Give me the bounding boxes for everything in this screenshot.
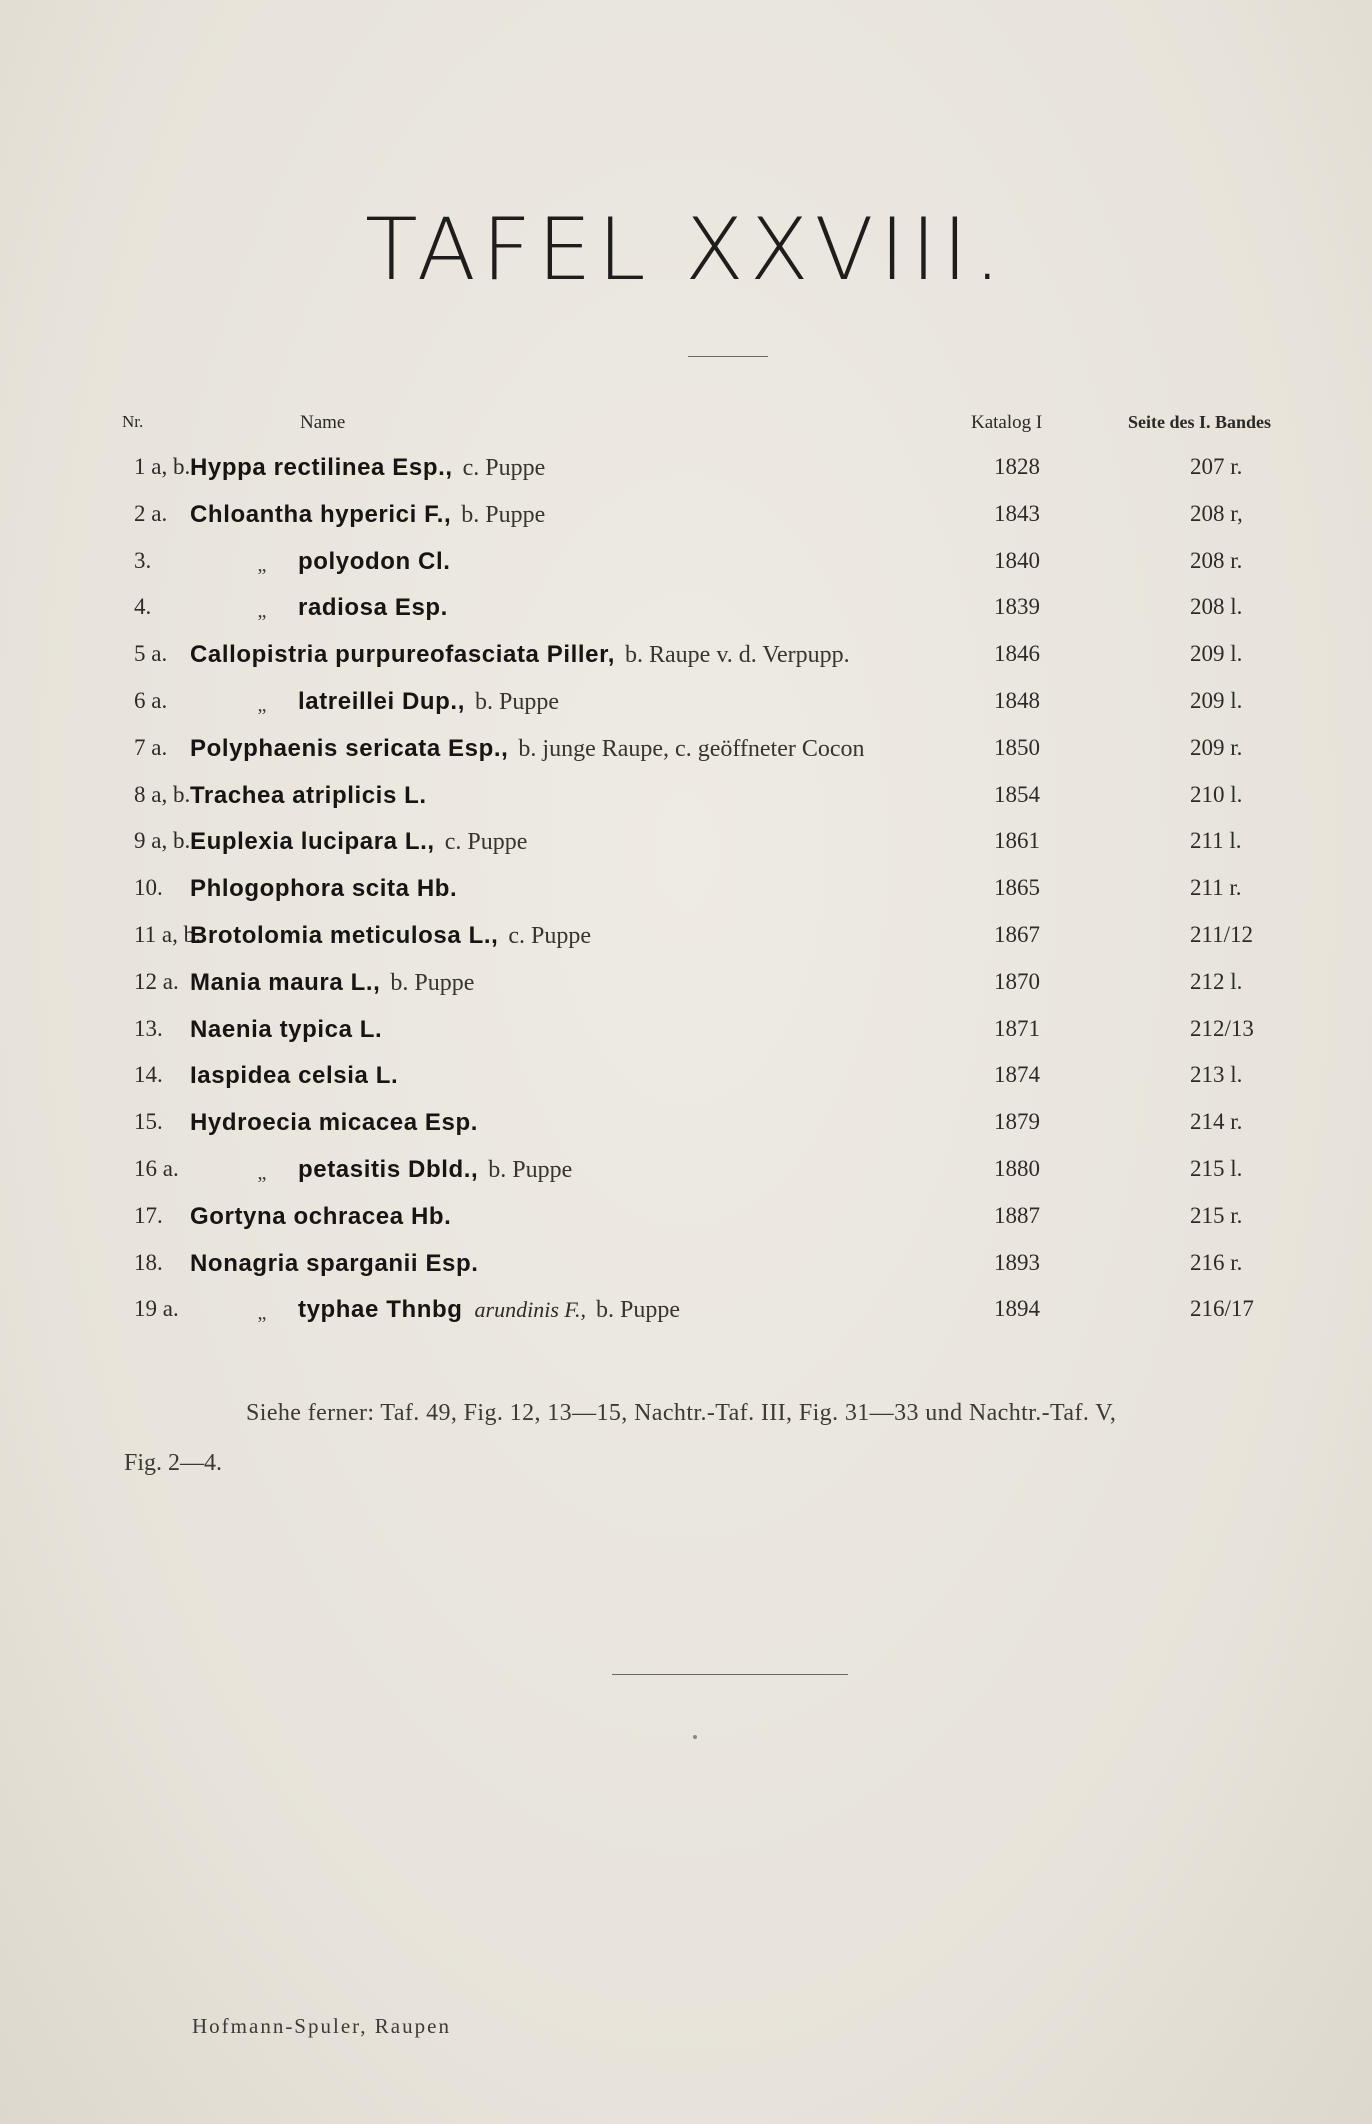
katalog-number: 1894	[994, 1296, 1040, 1322]
row-name	[190, 1016, 382, 1044]
row-number: 5 a.	[134, 641, 168, 667]
table-row	[0, 1008, 1372, 1055]
page-reference: 212/13	[1190, 1015, 1254, 1041]
page-reference: 210 l.	[1190, 781, 1243, 807]
row-name	[190, 641, 850, 669]
table-row	[0, 633, 1372, 680]
katalog-number: 1828	[994, 454, 1040, 479]
row-name	[190, 1203, 451, 1231]
table-row	[0, 446, 1372, 493]
row-number: 19 a.	[134, 1296, 179, 1322]
species-name: Trachea atriplicis L.	[190, 781, 427, 809]
page-title: TAFEL XXVIII.	[365, 200, 1007, 300]
katalog-number: 1893	[994, 1249, 1040, 1275]
katalog-number: 1887	[994, 1202, 1040, 1228]
ditto-mark: „	[257, 693, 267, 716]
species-name: Mania maura L.,	[190, 968, 381, 996]
row-number: 3.	[134, 547, 152, 573]
row-number: 16 a.	[134, 1155, 179, 1181]
ditto-mark: „	[257, 1302, 267, 1325]
species-name: Polyphaenis sericata Esp.,	[190, 734, 509, 762]
katalog-number: 1874	[994, 1062, 1040, 1088]
row-name	[190, 1109, 478, 1137]
table-row	[0, 680, 1372, 727]
table-row	[0, 1101, 1372, 1148]
table-row	[0, 1195, 1372, 1242]
row-number: 14.	[134, 1062, 163, 1088]
row-number: 13.	[134, 1015, 163, 1041]
species-name: Iaspidea celsia L.	[190, 1062, 399, 1090]
stage-note: c. Puppe	[462, 455, 546, 481]
row-number: 10.	[134, 875, 163, 901]
row-number: 2 a.	[134, 500, 168, 526]
see-also-note-continued: Fig. 2—4.	[124, 1450, 223, 1476]
stage-note: b. Puppe	[488, 1156, 573, 1183]
katalog-number: 1861	[994, 828, 1040, 854]
row-name	[190, 501, 545, 529]
title-divider	[688, 356, 768, 357]
bottom-divider	[612, 1674, 848, 1675]
table-row	[0, 867, 1372, 914]
row-name	[190, 1062, 398, 1090]
katalog-number: 1840	[994, 547, 1040, 573]
row-number: 11 a, b.	[134, 921, 201, 947]
katalog-number: 1848	[994, 687, 1040, 713]
table-row	[0, 774, 1372, 821]
row-name	[226, 1296, 680, 1325]
page-reference: 208 r.	[1190, 547, 1243, 573]
print-speck	[693, 1735, 697, 1739]
row-name	[226, 594, 448, 623]
species-name: Hydroecia micacea Esp.	[190, 1109, 479, 1137]
table-row	[0, 1242, 1372, 1289]
row-number: 8 a, b.	[134, 781, 191, 807]
page-reference: 209 r.	[1190, 734, 1243, 760]
katalog-number: 1850	[994, 734, 1040, 760]
table-row	[0, 1288, 1372, 1335]
katalog-number: 1879	[994, 1109, 1040, 1135]
row-number: 6 a.	[134, 687, 168, 713]
table-row	[0, 493, 1372, 540]
header-katalog: Katalog I	[971, 412, 1043, 433]
stage-note: b. junge Raupe, c. geöffneter Cocon	[518, 735, 865, 762]
page-reference: 213 l.	[1190, 1062, 1243, 1088]
row-name	[190, 969, 474, 997]
katalog-number: 1867	[994, 921, 1040, 947]
header-nr: Nr.	[122, 412, 144, 431]
row-name	[190, 1250, 479, 1278]
ditto-mark: „	[257, 553, 267, 576]
page-reference: 211 r.	[1190, 875, 1242, 901]
species-table	[0, 446, 1372, 1335]
species-name: polyodon Cl.	[298, 547, 451, 575]
ditto-mark: „	[257, 1161, 267, 1184]
page-reference: 216 r.	[1190, 1249, 1243, 1275]
row-number: 15.	[134, 1109, 163, 1135]
row-name	[190, 782, 427, 810]
page-reference: 216/17	[1190, 1296, 1254, 1322]
row-name	[226, 1156, 572, 1185]
species-name: Naenia typica L.	[190, 1015, 383, 1043]
table-row	[0, 1148, 1372, 1195]
table-row	[0, 1054, 1372, 1101]
katalog-number: 1871	[994, 1015, 1040, 1041]
header-seite: Seite des I. Bandes	[1128, 412, 1272, 432]
species-name: latreillei Dup.,	[298, 687, 465, 715]
katalog-number: 1870	[994, 968, 1040, 994]
table-row	[0, 914, 1372, 961]
species-name: petasitis Dbld.,	[298, 1155, 479, 1183]
page-reference: 208 r,	[1190, 500, 1243, 526]
page-reference: 209 l.	[1190, 687, 1243, 713]
row-number: 1 a, b.	[134, 454, 191, 479]
species-name: Gortyna ochracea Hb.	[190, 1202, 452, 1230]
row-name	[226, 548, 451, 577]
table-row	[0, 540, 1372, 587]
species-name: radiosa Esp.	[298, 594, 448, 622]
row-number: 7 a.	[134, 734, 168, 760]
stage-note: c. Puppe	[444, 829, 528, 856]
row-number: 12 a.	[134, 968, 179, 994]
katalog-number: 1880	[994, 1155, 1040, 1181]
header-name: Name	[300, 412, 346, 433]
row-number: 18.	[134, 1249, 163, 1275]
table-row	[0, 820, 1372, 867]
katalog-number: 1865	[994, 875, 1040, 901]
stage-note: b. Puppe	[595, 1297, 680, 1324]
page-reference: 208 l.	[1190, 594, 1243, 620]
page-reference: 211 l.	[1190, 828, 1242, 854]
page-reference: 209 l.	[1190, 641, 1243, 667]
stage-note: c. Puppe	[508, 922, 592, 949]
species-name: Nonagria sparganii Esp.	[190, 1249, 479, 1277]
table-row	[0, 586, 1372, 633]
katalog-number: 1843	[994, 500, 1040, 526]
row-number: 17.	[134, 1202, 163, 1228]
ditto-mark: „	[257, 600, 267, 623]
synonym-name: arundinis F.,	[474, 1297, 586, 1323]
page-reference: 214 r.	[1190, 1109, 1243, 1135]
table-row	[0, 727, 1372, 774]
species-name: Brotolomia meticulosa L.,	[190, 921, 499, 949]
species-name: Euplexia lucipara L.,	[190, 828, 435, 856]
page-reference: 215 l.	[1190, 1155, 1243, 1181]
katalog-number: 1854	[994, 781, 1040, 807]
page-reference: 212 l.	[1190, 968, 1243, 994]
stage-note: b. Raupe v. d. Verpupp.	[625, 642, 850, 669]
katalog-number: 1839	[994, 594, 1040, 620]
footer-credit: Hofmann-Spuler, Raupen	[192, 2014, 451, 2038]
species-name: Hyppa rectilinea Esp.,	[190, 454, 453, 481]
page-reference: 207 r.	[1190, 454, 1243, 479]
katalog-number: 1846	[994, 641, 1040, 667]
page-reference: 215 r.	[1190, 1202, 1243, 1228]
species-name: Chloantha hyperici F.,	[190, 500, 452, 528]
row-name	[190, 735, 865, 763]
stage-note: b. Puppe	[390, 969, 475, 996]
row-name	[190, 828, 527, 856]
row-number: 4.	[134, 594, 152, 620]
species-name: Callopistria purpureofasciata Piller,	[190, 641, 615, 669]
row-name	[190, 454, 545, 482]
row-name	[226, 688, 559, 717]
page-reference: 211/12	[1190, 921, 1254, 947]
table-row	[0, 961, 1372, 1008]
row-name	[190, 922, 591, 950]
stage-note: b. Puppe	[461, 501, 546, 528]
row-number: 9 a, b.	[134, 828, 191, 854]
see-also-note: Siehe ferner: Taf. 49, Fig. 12, 13—15, Nachtr.-Taf. III, Fig. 31—33 und Nachtr.-Taf. V,	[246, 1400, 1117, 1426]
stage-note: b. Puppe	[474, 688, 559, 715]
species-name: Phlogophora scita Hb.	[190, 875, 458, 903]
species-name: typhae Thnbg	[298, 1296, 463, 1324]
row-name	[190, 875, 457, 903]
